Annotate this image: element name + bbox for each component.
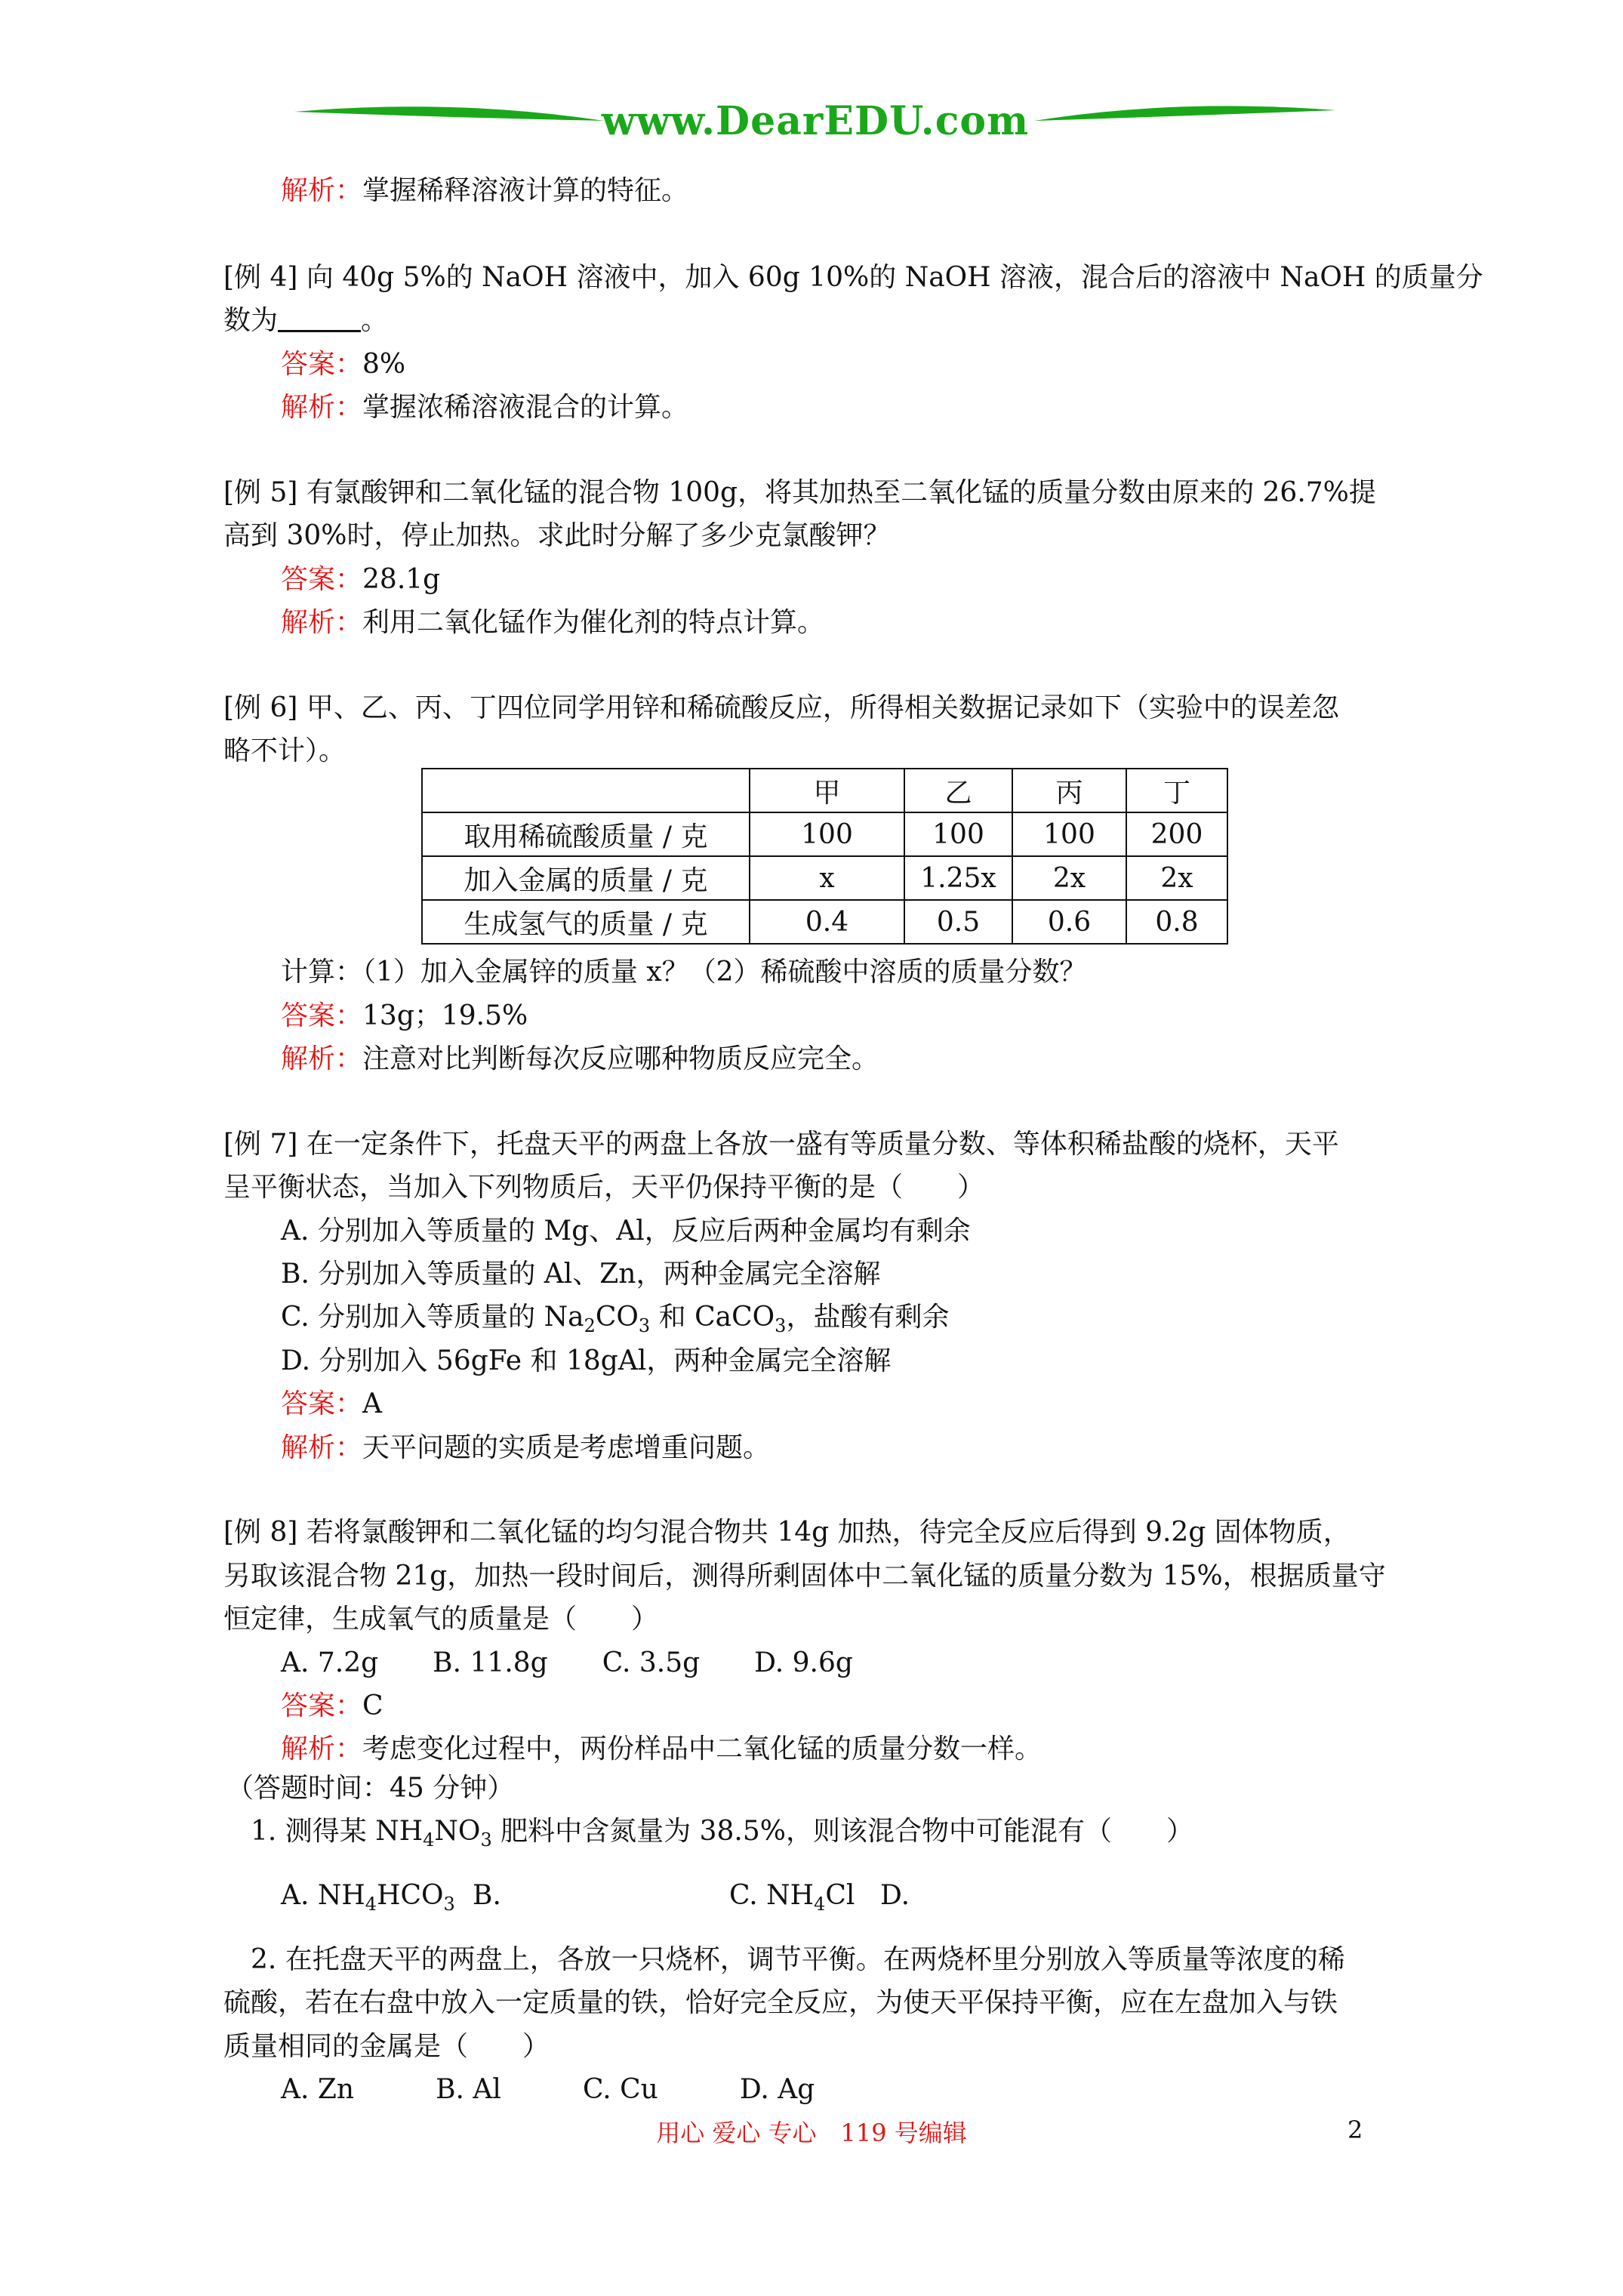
footer-slogan: 用心 爱心 专心 119 号编辑 <box>656 2119 967 2147</box>
table-cell: 0.5 <box>904 900 1012 944</box>
ex6-calc: 计算：（1）加入金属锌的质量 x？（2）稀硫酸中溶质的质量分数？ <box>281 957 1087 988</box>
ex8-question-line3: 恒定律，生成氧气的质量是（ ） <box>223 1604 659 1635</box>
practice-q2-options: A. Zn B. Al C. Cu D. Ag <box>281 2074 815 2105</box>
page-number: 2 <box>1347 2116 1363 2144</box>
table-cell: 甲 <box>750 769 904 812</box>
site-logo-text: www.DearEDU.com <box>601 98 1030 144</box>
ex5-answer: 答案：28.1g <box>281 564 441 595</box>
ex3-jiexi: 解析：掌握稀释溶液计算的特征。 <box>281 175 689 206</box>
table-cell: 丁 <box>1126 769 1227 812</box>
ex8-question-line2: 另取该混合物 21g，加热一段时间后，测得所剩固体中二氧化锰的质量分数为 15%，根据质量守 <box>223 1561 1386 1592</box>
table-cell: 生成氢气的质量 / 克 <box>422 900 750 944</box>
table-cell: 乙 <box>904 769 1012 812</box>
ex5-question-line1: [例 5] 有氯酸钾和二氧化锰的混合物 100g，将其加热至二氧化锰的质量分数由原来的 26.7%提 <box>223 477 1376 508</box>
ex6-question-line2: 略不计）。 <box>223 735 346 766</box>
ex5-question-line2: 高到 30%时，停止加热。求此时分解了多少克氯酸钾？ <box>223 520 891 551</box>
ex6-jiexi: 解析：注意对比判断每次反应哪种物质反应完全。 <box>281 1043 879 1074</box>
table-cell: 100 <box>1012 812 1126 856</box>
ex6-answer: 答案：13g；19.5% <box>281 1000 528 1031</box>
table-cell: 加入金属的质量 / 克 <box>422 856 750 900</box>
practice-q2-line3: 质量相同的金属是（ ） <box>223 2031 550 2062</box>
table-cell: 丙 <box>1012 769 1126 812</box>
ex8-options: A. 7.2g B. 11.8g C. 3.5g D. 9.6g <box>281 1647 853 1678</box>
table-header-row <box>422 769 1227 812</box>
table-row <box>422 900 1227 944</box>
table-cell: 100 <box>904 812 1012 856</box>
ex7-question-line2: 呈平衡状态，当加入下列物质后，天平仍保持平衡的是（ ） <box>223 1172 985 1203</box>
ex6-question-line1: [例 6] 甲、乙、丙、丁四位同学用锌和稀硫酸反应，所得相关数据记录如下（实验中的误差忽 <box>223 692 1339 723</box>
ex7-jiexi: 解析：天平问题的实质是考虑增重问题。 <box>281 1432 771 1463</box>
ex8-question-line1: [例 8] 若将氯酸钾和二氧化锰的均匀混合物共 14g 加热，待完全反应后得到 9.2g 固体物质， <box>223 1517 1350 1548</box>
table-cell: 100 <box>750 812 904 856</box>
table-cell <box>422 769 750 812</box>
practice-q1-option-b: B. <box>473 1880 501 1911</box>
practice-time: （答题时间：45 分钟） <box>226 1773 515 1804</box>
ex4-jiexi: 解析：掌握浓稀溶液混合的计算。 <box>281 392 689 423</box>
ex4-question-line1: [例 4] 向 40g 5%的 NaOH 溶液中，加入 60g 10%的 NaOH 溶液，混合后的溶液中 NaOH 的质量分 <box>223 262 1483 293</box>
site-banner <box>287 91 1344 159</box>
table-cell: 2x <box>1126 856 1227 900</box>
data-table <box>421 768 1228 945</box>
ex7-option-b: B. 分别加入等质量的 Al、Zn，两种金属完全溶解 <box>281 1259 881 1290</box>
ex7-option-c: C. 分别加入等质量的 $Na_2CO_3$ 和 CaCO$_3$，盐酸有剩余 <box>281 1302 950 1336</box>
practice-q2-line1: 2. 在托盘天平的两盘上，各放一只烧杯，调节平衡。在两烧杯里分别放入等质量等浓度的稀 <box>251 1944 1345 1975</box>
table-row <box>422 812 1227 856</box>
practice-q2-line2: 硫酸，若在右盘中放入一定质量的铁，恰好完全反应，为使天平保持平衡，应在左盘加入与铁 <box>223 1987 1338 2018</box>
ex7-answer: 答案：A <box>281 1388 383 1419</box>
practice-q1-option-d: D. <box>880 1880 910 1911</box>
ex4-question-line2: 数为 。 <box>223 305 389 336</box>
table-cell: 2x <box>1012 856 1126 900</box>
table-cell: x <box>750 856 904 900</box>
table-cell: 0.8 <box>1126 900 1227 944</box>
ex8-answer: 答案：C <box>281 1690 383 1721</box>
ex5-jiexi: 解析：利用二氧化锰作为催化剂的特点计算。 <box>281 607 825 638</box>
table-cell: 0.4 <box>750 900 904 944</box>
practice-q1: 1. 测得某 $NH_4NO_3$ 肥料中含氮量为 38.5%，则该混合物中可能混有（ ） <box>251 1816 1193 1851</box>
ex8-jiexi: 解析：考虑变化过程中，两份样品中二氧化锰的质量分数一样。 <box>281 1734 1042 1764</box>
ex7-option-d: D. 分别加入 56gFe 和 18gAl，两种金属完全溶解 <box>281 1345 892 1376</box>
table-cell: 200 <box>1126 812 1227 856</box>
table-cell: 0.6 <box>1012 900 1126 944</box>
table-cell: 取用稀硫酸质量 / 克 <box>422 812 750 856</box>
ex7-question-line1: [例 7] 在一定条件下，托盘天平的两盘上各放一盛有等质量分数、等体积稀盐酸的烧杯，天平 <box>223 1129 1339 1160</box>
practice-q1-option-a: A. $NH_4HCO_3$ <box>281 1880 455 1915</box>
answer-blank <box>278 307 361 332</box>
table-cell: 1.25x <box>904 856 1012 900</box>
table-row <box>422 856 1227 900</box>
practice-q1-option-c: C. $NH_4Cl$ <box>729 1880 855 1915</box>
ex7-option-a: A. 分别加入等质量的 Mg、Al，反应后两种金属均有剩余 <box>281 1216 971 1247</box>
ex4-answer: 答案：8% <box>281 349 406 380</box>
